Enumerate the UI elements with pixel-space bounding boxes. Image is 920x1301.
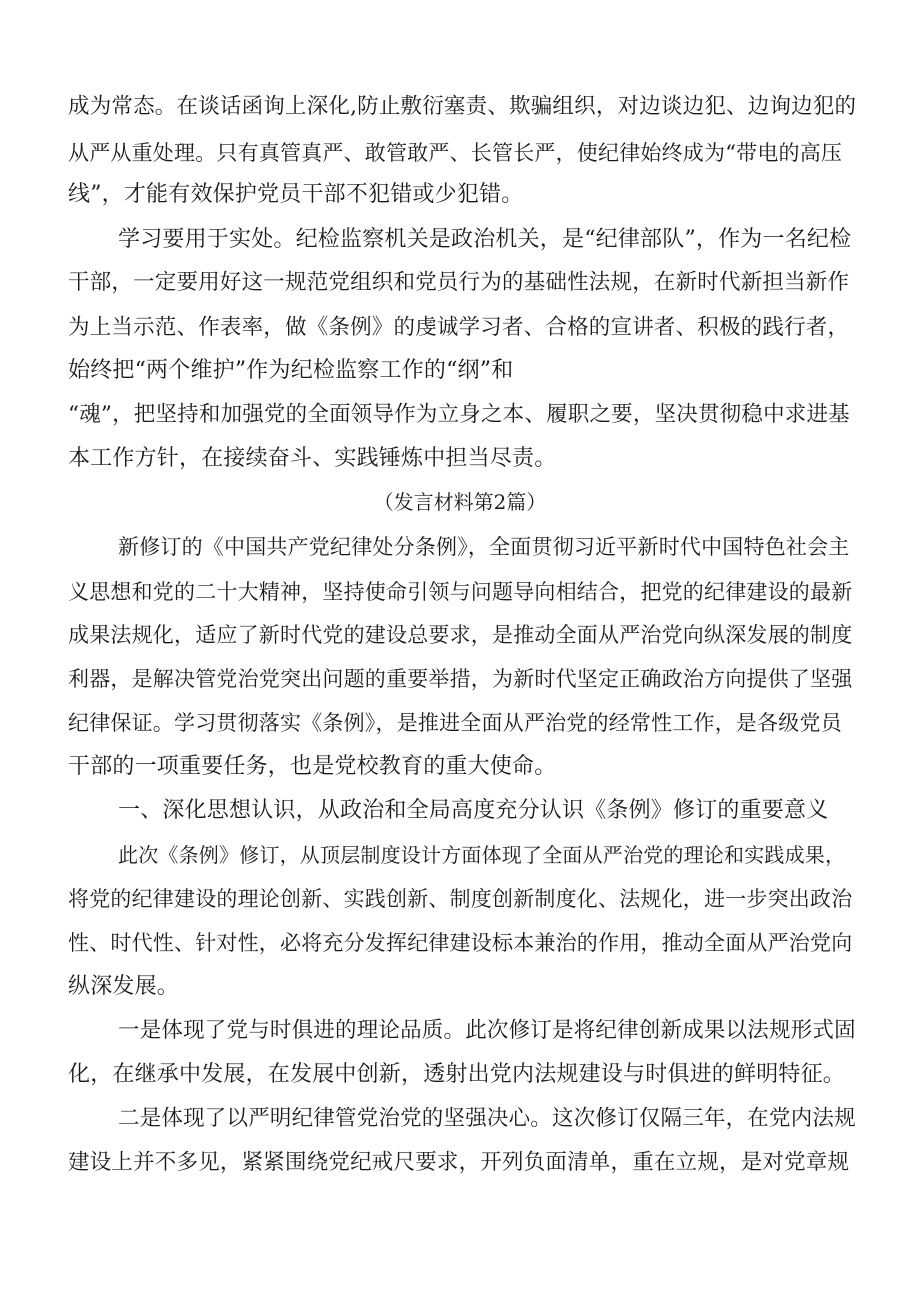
text-line: 化，在继承中发展，在发展中创新，透射出党内法规建设与时俱进的鲜明特征。 bbox=[68, 1062, 846, 1087]
paragraph-first-line: 一是体现了党与时俱进的理论品质。此次修订是将纪律创新成果以法规形式固 bbox=[118, 1018, 856, 1043]
paragraph-first-line: 此次《条例》修订，从顶层制度设计方面体现了全面从严治党的理论和实践成果， bbox=[118, 843, 846, 867]
text-line: 干部的一项重要任务，也是党校教育的重大使命。 bbox=[68, 754, 557, 779]
section-heading: （发言材料第2篇） bbox=[373, 490, 547, 514]
text-line: 本工作方针，在接续奋斗、实践锤炼中担当尽责。 bbox=[68, 446, 557, 471]
text-line: 成果法规化，适应了新时代党的建设总要求，是推动全面从严治党向纵深发展的制度 bbox=[68, 623, 853, 647]
text-line: 将党的纪律建设的理论创新、实践创新、制度创新制度化、法规化，进一步突出政治 bbox=[68, 887, 853, 911]
text-line: 线”，才能有效保护党员干部不犯错或少犯错。 bbox=[68, 182, 524, 207]
paragraph-first-line: 二是体现了以严明纪律管党治党的坚强决心。这次修订仅隔三年，在党内法规 bbox=[118, 1106, 856, 1131]
text-line: 纪律保证。学习贯彻落实《条例》，是推进全面从严治党的经常性工作，是各级党员 bbox=[68, 711, 842, 735]
text-line: 从严从重处理。只有真管真严、敢管敢严、长管长严，使纪律始终成为“带电的高压 bbox=[68, 141, 843, 165]
paragraph-first-line: 学习要用于实处。纪检监察机关是政治机关，是“纪律部队”，作为一名纪检 bbox=[118, 227, 852, 252]
subheading-line: 一、深化思想认识，从政治和全局高度充分认识《条例》修订的重要意义 bbox=[118, 798, 829, 823]
paragraph-first-line: 新修订的《中国共产党纪律处分条例》，全面贯彻习近平新时代中国特色社会主 bbox=[118, 535, 850, 559]
text-line: 纵深发展。 bbox=[68, 974, 180, 999]
text-line: 成为常态。在谈话函询上深化,防止敷衍塞责、欺骗组织，对边谈边犯、边询边犯的 bbox=[68, 94, 857, 119]
text-line: 性、时代性、针对性，必将充分发挥纪律建设标本兼治的作用，推动全面从严治党向 bbox=[68, 931, 853, 955]
text-line: 建设上并不多见，紧紧围绕党纪戒尺要求，开列负面清单，重在立规，是对党章规 bbox=[68, 1150, 850, 1175]
text-line: 利器，是解决管党治党突出问题的重要举措，为新时代坚定正确政治方向提供了坚强 bbox=[68, 667, 853, 691]
text-line: 始终把“两个维护”作为纪检监察工作的“纲”和 bbox=[68, 358, 514, 383]
text-line: 义思想和党的二十大精神，坚持使命引领与问题导向相结合，把党的纪律建设的最新 bbox=[68, 580, 853, 604]
text-line: “魂”，把坚持和加强党的全面领导作为立身之本、履职之要，坚决贯彻稳中求进基 bbox=[68, 402, 850, 427]
text-line: 为上当示范、作表率，做《条例》的虔诚学习者、合格的宣讲者、积极的践行者， bbox=[68, 315, 850, 340]
text-line: 干部，一定要用好这一规范党组织和党员行为的基础性法规，在新时代新担当新作 bbox=[68, 270, 850, 295]
